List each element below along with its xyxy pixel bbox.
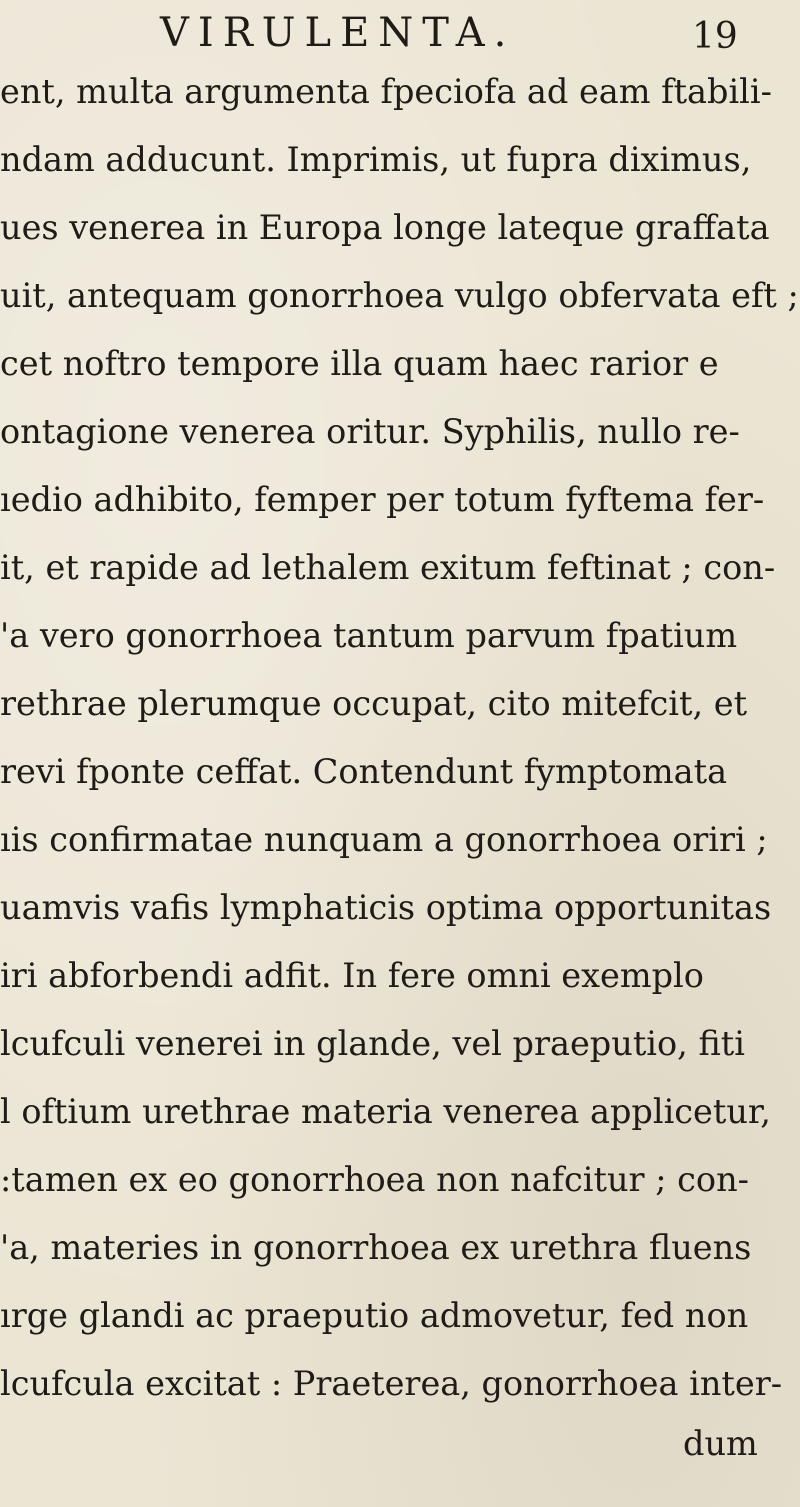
running-title: VIRULENTA. [160, 10, 516, 56]
text-line-2: ndam adducunt. Imprimis, ut fupra diximus, [0, 140, 752, 179]
text-line-9: 'a vero gonorrhoea tantum parvum fpatium [0, 616, 738, 655]
text-line-4: uit, antequam gonorrhoea vulgo obfervata eft ; [0, 276, 799, 315]
catchword: dum [683, 1424, 758, 1463]
text-line-11: revi fponte ceffat. Contendunt fymptomata [0, 752, 728, 791]
running-head [150, 10, 800, 60]
text-line-13: uamvis vafis lymphaticis optima opportunitas [0, 888, 772, 927]
text-line-14: iri abforbendi adfit. In fere omni exemplo [0, 956, 704, 995]
text-line-5: cet noftro tempore illa quam haec rarior e [0, 344, 719, 383]
text-line-20: lcufcula excitat : Praeterea, gonorrhoea inter- [0, 1364, 783, 1403]
text-line-19: ırge glandi ac praeputio admovetur, fed non [0, 1296, 749, 1335]
text-line-10: rethrae plerumque occupat, cito mitefcit, et [0, 684, 748, 723]
text-line-3: ues venerea in Europa longe lateque graffata [0, 208, 770, 247]
text-line-18: 'a, materies in gonorrhoea ex urethra fluens [0, 1228, 752, 1267]
text-line-16: l oftium urethrae materia venerea applicetur, [0, 1092, 771, 1131]
page-number: 19 [692, 16, 738, 57]
text-line-15: lcufculi venerei in glande, vel praeputio, fiti [0, 1024, 745, 1063]
text-line-6: ontagione venerea oritur. Syphilis, nullo re- [0, 412, 740, 451]
text-line-8: it, et rapide ad lethalem exitum feftinat ; con- [0, 548, 776, 587]
text-line-1: ent, multa argumenta fpeciofa ad eam ftabili- [0, 72, 772, 111]
text-line-17: :tamen ex eo gonorrhoea non nafcitur ; con- [0, 1160, 749, 1199]
text-line-12: ıis confirmatae nunquam a gonorrhoea oriri ; [0, 820, 768, 859]
text-line-7: ıedio adhibito, femper per totum fyftema fer- [0, 480, 765, 519]
